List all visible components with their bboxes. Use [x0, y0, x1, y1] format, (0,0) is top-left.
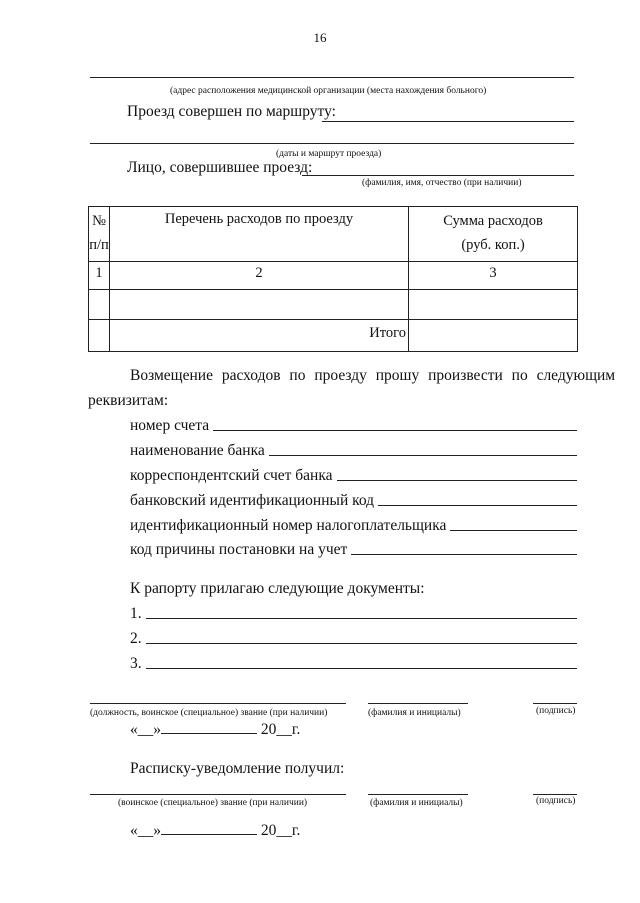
col-sum-header — [409, 207, 578, 262]
table-cell[interactable] — [409, 290, 578, 320]
table-cell[interactable] — [110, 290, 409, 320]
attachment-number: 3. — [130, 655, 142, 672]
attachment-number: 2. — [130, 630, 142, 647]
date-month-line[interactable] — [161, 834, 257, 835]
requisite-label: банковский идентификационный код — [130, 492, 375, 509]
col-list-header — [110, 207, 409, 262]
col-number-header — [89, 207, 110, 262]
col-number-header-line1: № — [92, 213, 106, 229]
position-caption: (должность, воинское (специальное) звание (при наличии) — [90, 708, 328, 718]
page-number: 16 — [313, 30, 327, 45]
col-sum-header-line1: Сумма расходов — [443, 213, 543, 229]
route-line-2[interactable] — [90, 143, 574, 144]
signature-line[interactable] — [533, 703, 577, 704]
table-index-row — [89, 262, 578, 290]
attachment-item — [130, 605, 577, 623]
name-line[interactable] — [368, 794, 468, 795]
requisite-line[interactable] — [378, 505, 577, 506]
table-cell: 3 — [409, 262, 578, 290]
person-caption: (фамилия, имя, отчество (при наличии) — [362, 178, 522, 188]
request-text-line1-content: Возмещение расходов по проезду прошу произвести по следующим — [130, 367, 616, 384]
person-label: Лицо, совершившее проезд: — [127, 159, 313, 176]
total-label: Итого — [110, 320, 409, 352]
address-line[interactable] — [90, 77, 574, 78]
table-cell: 1 — [89, 262, 110, 290]
date-day[interactable]: «__» — [130, 721, 161, 738]
attachment-item — [130, 630, 577, 648]
requisite-kpp — [130, 541, 577, 559]
date-day[interactable]: «__» — [130, 822, 161, 839]
rank-caption: (воинское (специальное) звание (при наличии) — [118, 798, 308, 808]
total-value-cell[interactable] — [409, 320, 578, 352]
route-line-1[interactable] — [322, 121, 574, 122]
receipt-label: Расписку-уведомление получил: — [130, 760, 345, 777]
date-field-1 — [130, 721, 300, 739]
col-sum-header-line2: (руб. коп.) — [461, 237, 525, 253]
expenses-table — [88, 206, 578, 352]
date-year[interactable]: 20__г. — [260, 822, 301, 839]
requisite-inn — [130, 517, 577, 535]
date-year[interactable]: 20__г. — [260, 721, 301, 738]
col-list-header-text: Перечень расходов по проезду — [164, 211, 354, 227]
table-cell[interactable] — [89, 290, 110, 320]
date-month-line[interactable] — [161, 733, 257, 734]
attachment-number: 1. — [130, 605, 142, 622]
requisite-bic — [130, 492, 577, 510]
table-cell — [89, 320, 110, 352]
requisite-bank-name — [130, 442, 577, 460]
route-label: Проезд совершен по маршруту: — [127, 103, 336, 120]
requisite-line[interactable] — [269, 455, 577, 456]
name-caption: (фамилия и инициалы) — [368, 708, 461, 718]
requisite-label: номер счета — [130, 417, 210, 434]
requisite-account-number — [130, 417, 577, 435]
name-caption: (фамилия и инициалы) — [370, 798, 463, 808]
position-line[interactable] — [90, 703, 346, 704]
signature-line[interactable] — [533, 794, 577, 795]
signature-caption: (подпись) — [536, 706, 576, 716]
request-text-line2: реквизитам: — [88, 392, 169, 409]
col-number-header-line2: п/п — [89, 237, 109, 253]
requisite-label: код причины постановки на учет — [130, 541, 348, 558]
requisite-label: наименование банка — [130, 442, 265, 459]
route-caption: (даты и маршрут проезда) — [276, 149, 382, 159]
requisite-line[interactable] — [351, 554, 577, 555]
requisite-label: корреспондентский счет банка — [130, 467, 333, 484]
attachment-line[interactable] — [146, 668, 577, 669]
signature-caption: (подпись) — [536, 796, 576, 806]
attachment-item — [130, 655, 577, 673]
rank-line[interactable] — [90, 794, 346, 795]
requisite-line[interactable] — [450, 530, 577, 531]
requisite-line[interactable] — [337, 480, 577, 481]
attachments-label: К рапорту прилагаю следующие документы: — [130, 580, 425, 597]
table-cell: 2 — [110, 262, 409, 290]
attachment-line[interactable] — [146, 618, 577, 619]
requisite-label: идентификационный номер налогоплательщика — [130, 517, 447, 534]
date-field-2 — [130, 822, 300, 840]
request-text-line1 — [130, 367, 616, 385]
table-header-row — [89, 207, 578, 262]
name-line[interactable] — [368, 703, 468, 704]
person-line[interactable] — [302, 175, 574, 176]
attachment-line[interactable] — [146, 643, 577, 644]
table-total-row — [89, 320, 578, 352]
address-caption: (адрес расположения медицинской организации (места нахождения больного) — [170, 86, 487, 96]
requisite-line[interactable] — [213, 430, 577, 431]
table-row — [89, 290, 578, 320]
requisite-correspondent-account — [130, 467, 577, 485]
